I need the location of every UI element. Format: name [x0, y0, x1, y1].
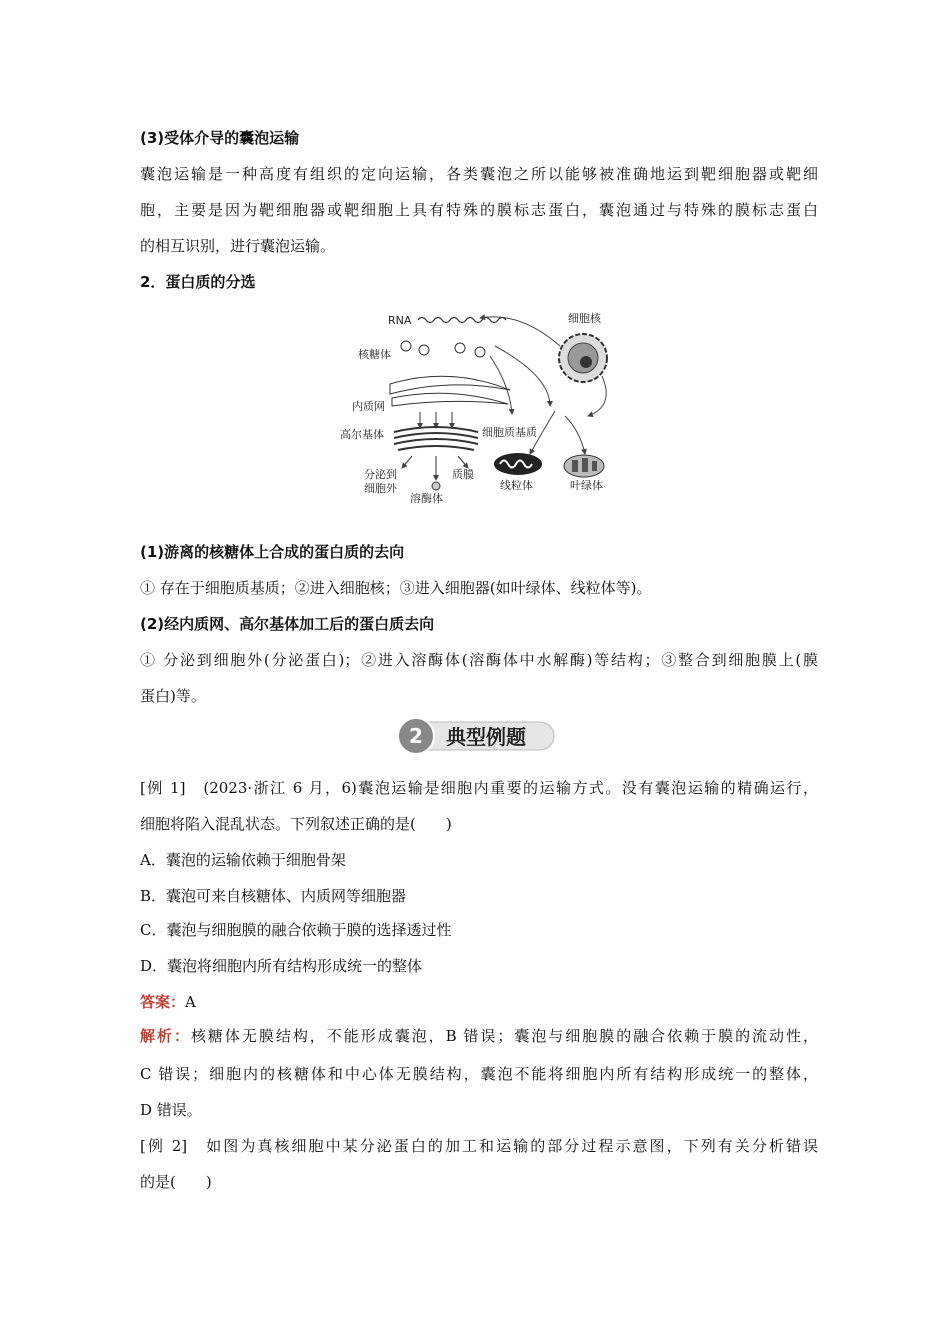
- example1-analysis-line-2: C 错误；细胞内的核糖体和中心体无膜结构，囊泡不能将细胞内所有结构形成统一的整体，: [140, 1065, 818, 1083]
- label-cytoplasm: 细胞质基质: [482, 426, 537, 439]
- ribosome-2: [419, 345, 429, 355]
- example1-question-line-1: [例 1] (2023·浙江 6 月，6)囊泡运输是细胞内重要的运输方式。没有囊泡运输的精确运行，: [140, 779, 818, 797]
- label-golgi: 高尔基体: [340, 428, 384, 441]
- label-membrane: 质膜: [452, 468, 474, 481]
- label-er: 内质网: [352, 400, 385, 413]
- arrow-membrane: [458, 456, 468, 468]
- example1-question-line-2: 细胞将陷入混乱状态。下列叙述正确的是( ): [140, 815, 452, 833]
- rna-strand: [418, 318, 506, 323]
- sub1-text: ① 存在于细胞质基质；②进入细胞核；③进入细胞器(如叶绿体、线粒体等)。: [140, 579, 652, 597]
- ribosome-4: [475, 347, 485, 357]
- answer-value: A: [185, 993, 196, 1011]
- section3-para-line-2: 胞，主要是因为靶细胞器或靶细胞上具有特殊的膜标志蛋白，囊泡通过与特殊的膜标志蛋白: [140, 201, 818, 219]
- example1-option-a: A．囊泡的运输依赖于细胞骨架: [140, 851, 346, 869]
- label-secrete-1: 分泌到: [364, 468, 397, 481]
- answer-label: 答案：: [140, 993, 186, 1011]
- banner-number: 2: [409, 724, 423, 748]
- label-mitochondria: 线粒体: [500, 479, 533, 492]
- section3-para-line-3: 的相互识别，进行囊泡运输。: [140, 237, 336, 255]
- nucleus-core: [580, 356, 592, 368]
- banner-title: 典型例题: [446, 725, 526, 749]
- section3-para-line-1: 囊泡运输是一种高度有组织的定向运输，各类囊泡之所以能够被准确地运到靶细胞器或靶细: [140, 165, 818, 183]
- example1-answer: [140, 992, 196, 1012]
- example1-option-c: C．囊泡与细胞膜的融合依赖于膜的选择透过性: [140, 921, 452, 939]
- protein-sorting-diagram: [340, 306, 620, 506]
- lysosome-shape: [432, 482, 440, 490]
- er-membrane-1: [390, 376, 510, 394]
- label-secrete-2: 细胞外: [364, 482, 397, 495]
- arrow-to-cytoplasm: [490, 356, 512, 414]
- golgi-cisterna-3: [394, 439, 478, 444]
- chloroplast-grana-3: [592, 461, 597, 471]
- example1-option-b: B．囊泡可来自核糖体、内质网等细胞器: [140, 887, 407, 905]
- golgi-cisterna-4: [398, 446, 474, 450]
- label-lysosome: 溶酶体: [410, 492, 443, 505]
- er-membrane-2: [392, 393, 508, 406]
- arrow-secrete: [402, 456, 412, 468]
- protein-sorting-heading: 2．蛋白质的分选: [140, 273, 256, 291]
- example2-question-line-2: 的是( ): [140, 1173, 212, 1191]
- example1-analysis-line-1: [140, 1026, 818, 1046]
- example2-question-line-1: [例 2] 如图为真核细胞中某分泌蛋白的加工和运输的部分过程示意图，下列有关分析错误: [140, 1137, 818, 1155]
- golgi-cisterna-2: [394, 433, 478, 438]
- arrow-to-organelle: [495, 346, 550, 406]
- label-ribosome: 核糖体: [358, 348, 391, 361]
- golgi-cisterna-1: [394, 427, 478, 432]
- sub1-heading: (1)游离的核糖体上合成的蛋白质的去向: [140, 543, 405, 561]
- analysis-text-1: 核糖体无膜结构，不能形成囊泡，B 错误；囊泡与细胞膜的融合依赖于膜的流动性，: [190, 1027, 818, 1045]
- chloroplast-grana-2: [582, 458, 588, 472]
- ribosome-1: [401, 341, 411, 351]
- example1-option-d: D．囊泡将细胞内所有结构形成统一的整体: [140, 957, 423, 975]
- ribosome-3: [455, 343, 465, 353]
- arrow-to-nucleus: [588, 376, 606, 416]
- section-banner: [396, 716, 556, 756]
- arrow-to-chloroplast: [565, 416, 585, 454]
- sub2-heading: (2)经内质网、高尔基体加工后的蛋白质去向: [140, 615, 435, 633]
- label-rna: RNA: [388, 314, 412, 327]
- analysis-label: 解析：: [140, 1027, 191, 1045]
- example1-analysis-line-3: D 错误。: [140, 1101, 202, 1119]
- sub2-line-1: ① 分泌到细胞外(分泌蛋白)；②进入溶酶体(溶酶体中水解酶)等结构；③整合到细胞膜上(膜: [140, 651, 818, 669]
- section3-heading: (3)受体介导的囊泡运输: [140, 129, 300, 147]
- mitochondria-shape: [494, 453, 542, 475]
- sub2-line-2: 蛋白)等。: [140, 687, 206, 705]
- label-nucleus: 细胞核: [568, 312, 601, 325]
- chloroplast-grana-1: [572, 460, 578, 472]
- label-chloroplast: 叶绿体: [570, 479, 603, 492]
